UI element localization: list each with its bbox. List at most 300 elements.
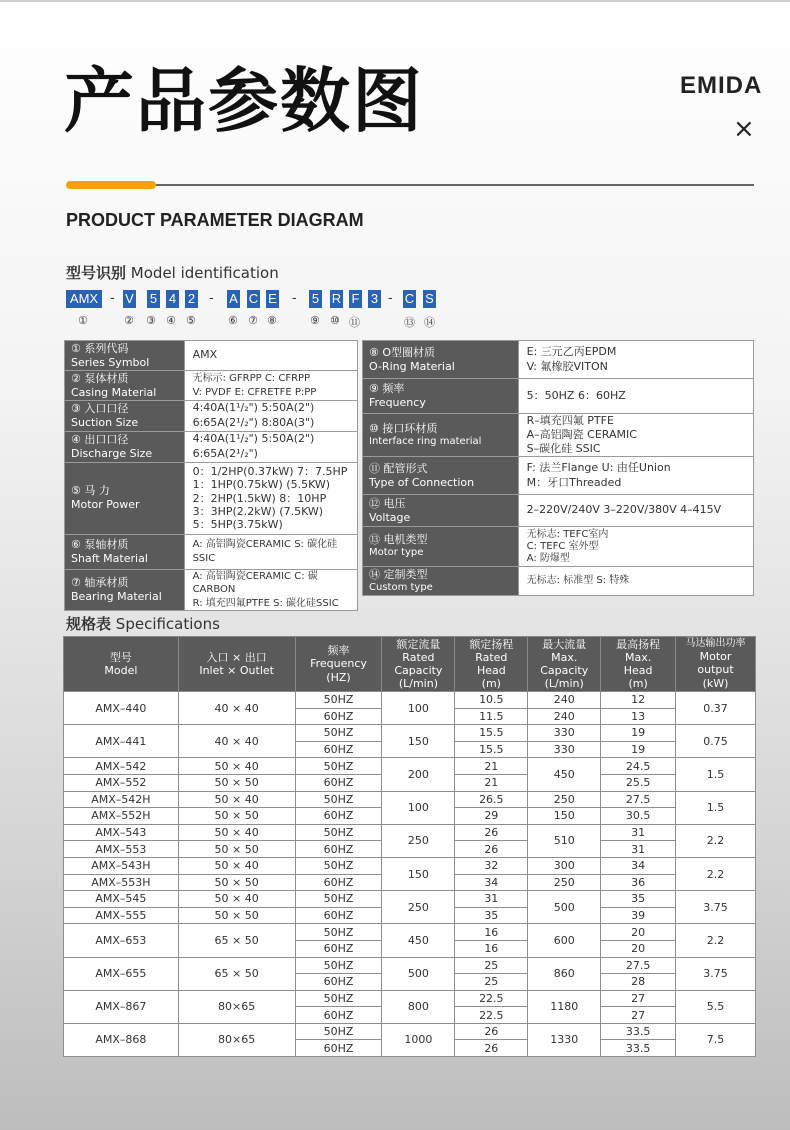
param-label: [65, 462, 185, 534]
param-row: [65, 569, 358, 611]
cell-motor-output: 7.5: [676, 1023, 756, 1056]
param-value-line: M：牙口Threaded: [526, 475, 622, 489]
cell-frequency: 60HZ: [295, 974, 382, 991]
table-row: [64, 725, 756, 742]
cell-max-capacity: 1180: [528, 990, 601, 1023]
cell-rated-capacity: 150: [382, 857, 455, 890]
param-value-line: 无标示: GFRPP C: CFRPP: [192, 373, 311, 384]
cell-rated-head: 29: [455, 808, 528, 825]
cell-rated-head: 26: [455, 1023, 528, 1040]
param-label-cn: ⑩ 接口环材质: [369, 421, 438, 435]
param-value-line: 2：2HP(1.5kW) 8：10HP: [192, 491, 327, 505]
param-value: [518, 527, 753, 567]
cell-model: AMX–543H: [64, 857, 179, 874]
cell-frequency: 50HZ: [295, 1023, 382, 1040]
param-value: [518, 341, 753, 379]
cell-max-head: 31: [601, 841, 676, 858]
cell-max-head: 27.5: [601, 957, 676, 974]
table-row: [64, 824, 756, 841]
column-header-line: (L/min): [398, 677, 438, 691]
column-header-line: 额定扬程: [469, 637, 514, 651]
column-header-line: 型号: [109, 650, 132, 664]
column-header: [64, 637, 179, 692]
code-number: ②: [124, 314, 134, 327]
cell-max-head: 35: [601, 891, 676, 908]
cell-motor-output: 0.75: [676, 725, 756, 758]
cell-rated-head: 26.5: [455, 791, 528, 808]
param-label-cn: ⑪ 配管形式: [369, 461, 428, 475]
cell-rated-capacity: 1000: [382, 1023, 455, 1056]
column-header-line: Frequency: [310, 657, 367, 671]
specs-header-row: [64, 637, 756, 692]
param-value-line: 6:65A(2¹/₂"): [192, 446, 258, 460]
cell-model: AMX–553: [64, 841, 179, 858]
cell-max-head: 24.5: [601, 758, 676, 775]
cell-inlet-outlet: 40 × 40: [178, 725, 295, 758]
table-row: [64, 758, 756, 775]
column-header-line: Inlet × Outlet: [199, 664, 274, 677]
cell-rated-head: 15.5: [455, 741, 528, 758]
cell-model: AMX–552: [64, 774, 179, 791]
param-row: [363, 414, 754, 457]
table-row: [64, 990, 756, 1007]
code-box: R: [331, 291, 342, 306]
param-label-en: Motor type: [369, 547, 424, 559]
code-number: ①: [78, 314, 88, 327]
cell-rated-head: 26: [455, 1040, 528, 1057]
param-value-line: R: 填充四氟PTFE S: 碳化硅SSIC: [192, 597, 339, 609]
column-header-line: 马达输出功率: [685, 638, 746, 650]
cell-motor-output: 2.2: [676, 857, 756, 890]
param-label-cn: ⑦ 轴承材质: [71, 576, 129, 590]
param-row: [363, 341, 754, 379]
model-id-heading: [66, 262, 279, 283]
param-row: [65, 431, 358, 462]
param-label-cn: ⑥ 泵轴材质: [71, 537, 129, 551]
param-value: [184, 462, 357, 534]
param-label-cn: ① 系列代码: [71, 341, 129, 355]
cell-model: AMX–552H: [64, 808, 179, 825]
cell-motor-output: 5.5: [676, 990, 756, 1023]
column-header-line: 最高扬程: [616, 637, 661, 651]
cell-max-head: 30.5: [601, 808, 676, 825]
param-label-en: Bearing Material: [71, 589, 162, 603]
param-row: [65, 371, 358, 401]
cell-max-head: 12: [601, 692, 676, 709]
cell-frequency: 60HZ: [295, 808, 382, 825]
cell-max-head: 19: [601, 725, 676, 742]
column-header-line: Rated: [402, 650, 435, 664]
param-label-en: Discharge Size: [71, 446, 153, 460]
cell-model: AMX–653: [64, 924, 179, 957]
code-box: 3: [368, 290, 381, 308]
code-dash: -: [388, 291, 393, 306]
param-label-en: Custom type: [369, 581, 433, 593]
cell-frequency: 50HZ: [295, 758, 382, 775]
cell-inlet-outlet: 50 × 40: [178, 891, 295, 908]
column-header-line: (HZ): [326, 670, 351, 684]
param-row: [65, 341, 358, 371]
param-label-en: Voltage: [369, 510, 411, 524]
code-number: ⑪: [349, 316, 360, 329]
param-label: [65, 569, 185, 611]
cell-max-capacity: 250: [528, 874, 601, 891]
param-row: [65, 462, 358, 534]
cell-frequency: 60HZ: [295, 874, 382, 891]
param-value-line: R–填充四氟 PTFE: [526, 414, 614, 428]
column-header: [382, 637, 455, 692]
table-row: [64, 1023, 756, 1040]
param-value-line: AMX: [192, 348, 218, 362]
cell-max-head: 19: [601, 741, 676, 758]
column-header-line: Capacity: [394, 664, 443, 677]
cell-frequency: 60HZ: [295, 741, 382, 758]
close-icon[interactable]: ×: [733, 114, 755, 144]
code-dash: -: [209, 291, 214, 306]
cell-max-head: 31: [601, 824, 676, 841]
cell-motor-output: 3.75: [676, 891, 756, 924]
cell-max-head: 13: [601, 708, 676, 725]
code-number: ⑬: [404, 316, 415, 329]
cell-frequency: 50HZ: [295, 990, 382, 1007]
code-box: 2: [185, 290, 198, 308]
column-header-line: Rated: [475, 650, 508, 664]
cell-max-capacity: 240: [528, 692, 601, 709]
cell-model: AMX–868: [64, 1023, 179, 1056]
param-value-line: 无标志: TEFC室内: [526, 528, 609, 540]
specs-heading: [66, 613, 220, 634]
cell-max-head: 25.5: [601, 774, 676, 791]
column-header-line: Motor: [699, 650, 732, 664]
param-label-en: Type of Connection: [369, 475, 475, 489]
param-value-line: 1：1HP(0.75kW) (5.5KW): [192, 478, 331, 492]
cell-frequency: 60HZ: [295, 1040, 382, 1057]
code-box: F: [349, 290, 362, 308]
cell-rated-head: 16: [455, 924, 528, 941]
code-number: ③: [146, 314, 156, 327]
cell-max-head: 20: [601, 940, 676, 957]
cell-max-capacity: 250: [528, 791, 601, 808]
cell-max-capacity: 330: [528, 725, 601, 742]
cell-model: AMX–441: [64, 725, 179, 758]
cell-rated-head: 15.5: [455, 725, 528, 742]
cell-max-head: 33.5: [601, 1040, 676, 1057]
cell-frequency: 50HZ: [295, 857, 382, 874]
code-box: 4: [166, 290, 179, 308]
cell-inlet-outlet: 50 × 40: [178, 758, 295, 775]
table-row: [64, 957, 756, 974]
cell-max-head: 39: [601, 907, 676, 924]
cell-frequency: 50HZ: [295, 725, 382, 742]
cell-max-head: 36: [601, 874, 676, 891]
param-value-line: A–高铝陶瓷 CERAMIC: [526, 428, 637, 442]
code-dash: -: [110, 291, 115, 306]
param-label: [65, 371, 185, 401]
cell-rated-head: 10.5: [455, 692, 528, 709]
param-value: [518, 567, 753, 596]
code-box: A: [227, 290, 240, 308]
cell-motor-output: 2.2: [676, 924, 756, 957]
column-header-line: Capacity: [540, 664, 589, 677]
param-value-line: E: 三元乙丙EPDM: [526, 344, 617, 358]
cell-inlet-outlet: 50 × 40: [178, 857, 295, 874]
param-label-cn: ⑧ O型圈材质: [369, 345, 436, 359]
param-value: [184, 341, 357, 371]
column-header-line: Max.: [625, 650, 652, 664]
specs-table: [63, 636, 756, 1057]
param-value: [518, 495, 753, 527]
page-title: 产品参数图: [64, 60, 424, 142]
code-box: V: [123, 290, 136, 308]
code-box: 5: [147, 290, 160, 308]
param-row: [65, 534, 358, 569]
param-value: [184, 534, 357, 569]
column-header: [601, 637, 676, 692]
param-value: [518, 414, 753, 457]
cell-max-capacity: 150: [528, 808, 601, 825]
cell-rated-head: 11.5: [455, 708, 528, 725]
cell-max-head: 27.5: [601, 791, 676, 808]
column-header: [676, 637, 756, 692]
cell-inlet-outlet: 50 × 50: [178, 774, 295, 791]
param-label: [363, 567, 519, 596]
cell-rated-capacity: 100: [382, 692, 455, 725]
param-value-line: 4:40A(1¹/₂") 5:50A(2"): [192, 431, 315, 445]
cell-rated-head: 21: [455, 774, 528, 791]
cell-rated-head: 34: [455, 874, 528, 891]
table-row: [64, 791, 756, 808]
cell-frequency: 50HZ: [295, 692, 382, 709]
cell-max-head: 33.5: [601, 1023, 676, 1040]
code-number: ⑩: [330, 314, 340, 327]
cell-max-head: 27: [601, 990, 676, 1007]
column-header-line: (kW): [702, 676, 729, 690]
cell-motor-output: 1.5: [676, 758, 756, 791]
code-box: AMX: [66, 290, 102, 308]
specs-table-body: [64, 692, 756, 1057]
cell-max-capacity: 500: [528, 891, 601, 924]
cell-frequency: 50HZ: [295, 824, 382, 841]
cell-rated-head: 25: [455, 974, 528, 991]
specs-title-en: Specifications: [115, 615, 220, 633]
column-header-line: 入口 × 出口: [206, 650, 267, 664]
param-value-line: 6:65A(2¹/₂") 8:80A(3"): [192, 415, 315, 429]
cell-rated-capacity: 800: [382, 990, 455, 1023]
cell-inlet-outlet: 50 × 50: [178, 874, 295, 891]
cell-rated-capacity: 150: [382, 725, 455, 758]
cell-rated-head: 35: [455, 907, 528, 924]
cell-max-head: 20: [601, 924, 676, 941]
param-row: [363, 379, 754, 414]
cell-rated-head: 26: [455, 841, 528, 858]
code-box: 5: [309, 290, 322, 308]
column-header: [295, 637, 382, 692]
cell-motor-output: 2.2: [676, 824, 756, 857]
specs-table-header: [64, 637, 756, 692]
param-label: [65, 534, 185, 569]
cell-frequency: 60HZ: [295, 708, 382, 725]
page-subtitle: PRODUCT PARAMETER DIAGRAM: [66, 210, 364, 230]
cell-max-capacity: 860: [528, 957, 601, 990]
param-label-en: Suction Size: [71, 415, 139, 429]
param-value-line: 3：3HP(2.2kW) (7.5KW): [192, 504, 324, 518]
param-label-cn: ② 泵体材质: [71, 371, 129, 385]
cell-motor-output: 1.5: [676, 791, 756, 824]
cell-rated-capacity: 250: [382, 824, 455, 857]
cell-max-head: 28: [601, 974, 676, 991]
cell-model: AMX–555: [64, 907, 179, 924]
cell-rated-capacity: 100: [382, 791, 455, 824]
cell-inlet-outlet: 50 × 40: [178, 824, 295, 841]
top-border: [0, 0, 790, 2]
cell-rated-capacity: 500: [382, 957, 455, 990]
column-header-line: (m): [481, 677, 501, 691]
cell-frequency: 50HZ: [295, 791, 382, 808]
param-label-en: O-Ring Material: [369, 359, 455, 373]
cell-inlet-outlet: 50 × 50: [178, 808, 295, 825]
column-header-line: 额定流量: [396, 637, 441, 651]
param-value-line: A: 高铝陶瓷CERAMIC C: 碳CARBON: [192, 570, 318, 596]
param-value: [518, 379, 753, 414]
param-value: [184, 371, 357, 401]
cell-model: AMX–542H: [64, 791, 179, 808]
column-header-line: 频率: [327, 644, 350, 658]
column-header-line: output: [697, 663, 734, 677]
param-value-line: 2–220V/240V 3–220V/380V 4–415V: [526, 503, 722, 517]
params-table-right: [362, 340, 754, 596]
param-label: [363, 414, 519, 457]
table-row: [64, 692, 756, 709]
param-label-cn: ⑤ 马 力: [71, 484, 110, 498]
param-value-line: 5：50HZ 6：60HZ: [526, 388, 626, 402]
param-value-line: S–碳化硅 SSIC: [526, 441, 601, 455]
accent-bar: [66, 181, 156, 189]
param-value: [518, 457, 753, 495]
cell-max-head: 27: [601, 1007, 676, 1024]
cell-max-capacity: 600: [528, 924, 601, 957]
cell-inlet-outlet: 65 × 50: [178, 957, 295, 990]
table-row: [64, 891, 756, 908]
cell-model: AMX–440: [64, 692, 179, 725]
cell-frequency: 60HZ: [295, 841, 382, 858]
param-value-line: C: TEFC 室外型: [526, 540, 599, 552]
code-number: ⑨: [310, 314, 320, 327]
cell-max-capacity: 450: [528, 758, 601, 791]
param-value-line: A: 高铝陶瓷CERAMIC S: 碳化硅SSIC: [192, 539, 338, 564]
param-value: [184, 401, 357, 432]
cell-inlet-outlet: 50 × 50: [178, 907, 295, 924]
column-header-line: Model: [104, 664, 138, 677]
param-value-line: V: 氟橡胶VITON: [526, 359, 608, 373]
param-value-line: V: PVDF E: CFRETFE P:PP: [192, 386, 317, 398]
param-label: [65, 431, 185, 462]
column-header-line: (L/min): [544, 677, 584, 691]
param-label-en: Shaft Material: [71, 551, 148, 565]
model-id-title-en: Model identification: [130, 264, 279, 282]
param-label: [363, 527, 519, 567]
cell-model: AMX–867: [64, 990, 179, 1023]
param-row: [65, 401, 358, 432]
brand-logo: EMIDA: [680, 72, 763, 99]
cell-model: AMX–545: [64, 891, 179, 908]
cell-inlet-outlet: 80×65: [178, 990, 295, 1023]
cell-frequency: 60HZ: [295, 907, 382, 924]
cell-max-head: 34: [601, 857, 676, 874]
cell-frequency: 60HZ: [295, 1007, 382, 1024]
params-table-left: [64, 340, 358, 611]
cell-rated-head: 22.5: [455, 1007, 528, 1024]
column-header-line: 最大流量: [542, 637, 587, 651]
cell-rated-capacity: 450: [382, 924, 455, 957]
param-label: [65, 401, 185, 432]
param-label-cn: ⑨ 频率: [369, 382, 405, 396]
table-row: [64, 857, 756, 874]
cell-frequency: 60HZ: [295, 940, 382, 957]
cell-max-capacity: 240: [528, 708, 601, 725]
code-box: S: [423, 290, 436, 308]
param-label: [363, 341, 519, 379]
code-number: ⑧: [267, 314, 277, 327]
cell-rated-head: 32: [455, 857, 528, 874]
cell-frequency: 50HZ: [295, 891, 382, 908]
param-label-cn: ⑫ 电压: [369, 496, 406, 510]
cell-model: AMX–543: [64, 824, 179, 841]
param-label: [363, 495, 519, 527]
param-label-en: Series Symbol: [71, 355, 150, 369]
param-value-line: 4:40A(1¹/₂") 5:50A(2"): [192, 401, 315, 414]
cell-max-capacity: 1330: [528, 1023, 601, 1056]
cell-frequency: 50HZ: [295, 957, 382, 974]
code-box: E: [266, 290, 279, 308]
cell-model: AMX–553H: [64, 874, 179, 891]
cell-frequency: 60HZ: [295, 774, 382, 791]
param-label-cn: ⑭ 定制类型: [369, 567, 428, 581]
cell-rated-capacity: 200: [382, 758, 455, 791]
cell-inlet-outlet: 80×65: [178, 1023, 295, 1056]
code-number: ⑥: [228, 314, 238, 327]
param-label: [363, 457, 519, 495]
param-row: [363, 527, 754, 567]
param-value-line: 无标志: 标准型 S: 特殊: [526, 575, 630, 587]
param-value-line: F: 法兰Flange U: 由任Union: [526, 460, 671, 474]
code-box: C: [404, 291, 415, 306]
param-label-cn: ⑬ 电机类型: [369, 533, 428, 547]
param-value-line: A: 防爆型: [526, 552, 570, 564]
cell-rated-head: 25: [455, 957, 528, 974]
cell-rated-capacity: 250: [382, 891, 455, 924]
code-number: ⑭: [424, 316, 435, 329]
param-label-cn: ③ 入口口径: [71, 402, 129, 416]
column-header: [178, 637, 295, 692]
column-header-line: Max.: [551, 650, 578, 664]
param-label: [65, 341, 185, 371]
cell-max-capacity: 330: [528, 741, 601, 758]
cell-model: AMX–655: [64, 957, 179, 990]
cell-rated-head: 22.5: [455, 990, 528, 1007]
cell-inlet-outlet: 40 × 40: [178, 692, 295, 725]
code-dash: -: [292, 291, 297, 306]
divider: [156, 184, 754, 186]
model-id-title-cn: 型号识别: [66, 264, 127, 282]
cell-max-capacity: 300: [528, 857, 601, 874]
param-row: [363, 495, 754, 527]
cell-motor-output: 3.75: [676, 957, 756, 990]
cell-inlet-outlet: 50 × 40: [178, 791, 295, 808]
cell-motor-output: 0.37: [676, 692, 756, 725]
specs-title-cn: 规格表: [66, 615, 112, 633]
cell-model: AMX–542: [64, 758, 179, 775]
param-label-en: Frequency: [369, 396, 426, 409]
